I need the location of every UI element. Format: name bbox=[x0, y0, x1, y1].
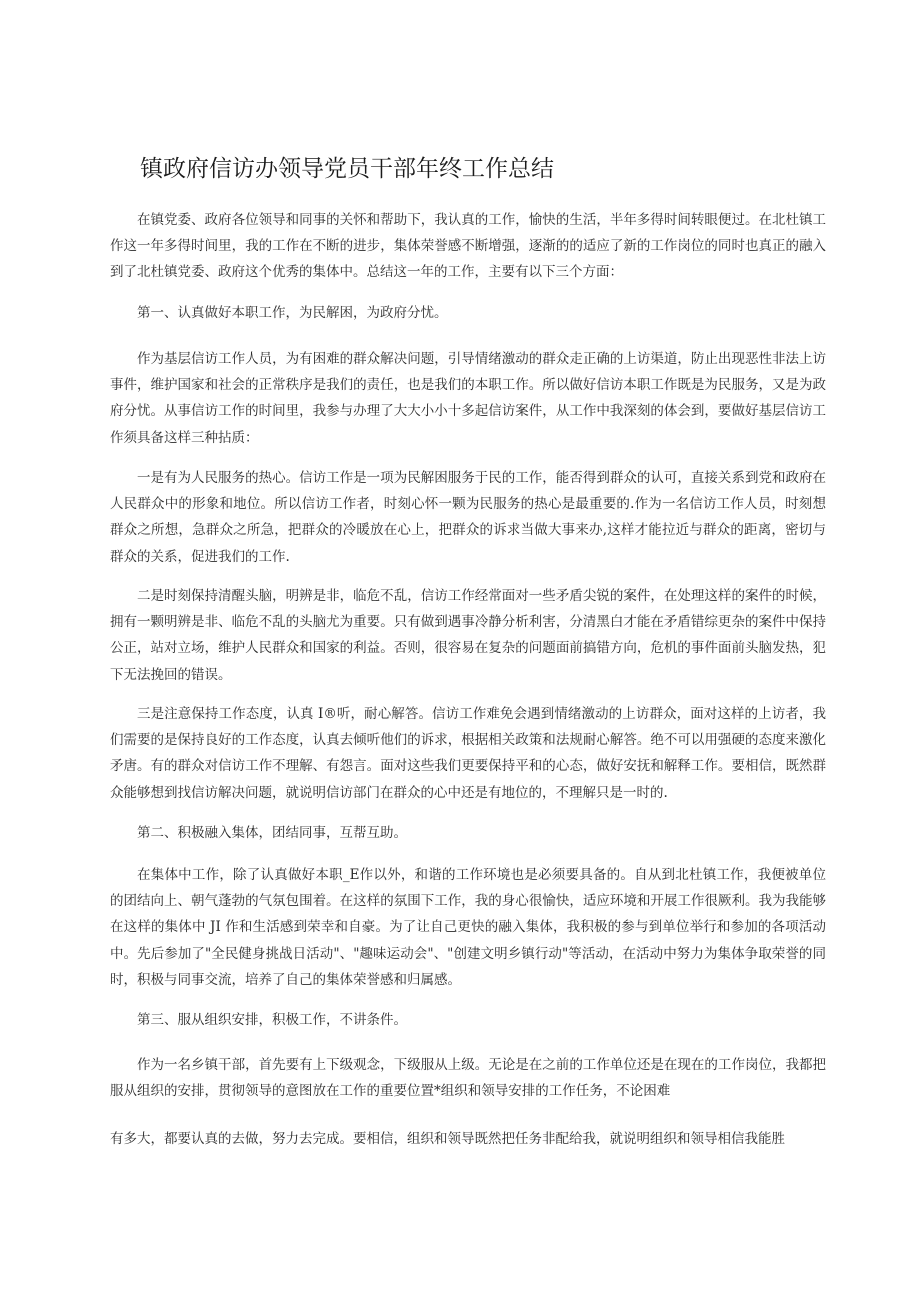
point-3-paragraph: 三是注意保持工作态度，认真 I®听，耐心解答。信访工作难免会遇到情绪激动的上访群众，面对这样的上访者，我们需要的是保持良好的工作态度，认真去倾听他们的诉求，根据相关政策和法规耐心解答。绝不可以用强硬的态度来激化矛唐。有的群众对信访工作不理解、有怨言。面对这些我们更要保持平和的心态，做好安抚和解释工作。要相信，既然群众能够想到找信访解决问题，就说明信访部门在群众的心中还是有地位的，不理解只是一时的. bbox=[110, 706, 826, 801]
point-1-paragraph: 一是有为人民服务的热心。信访工作是一项为民解困服务于民的工作，能否得到群众的认可，直接关系到党和政府在人民群众中的形象和地位。所以信访工作者，时刻心怀一颗为民服务的热心是最重要的.作为一名信访工作人员，时刻想群众之所想，急群众之所急，把群众的冷暖放在心上，把群众的诉求当做大事来办,这样才能拉近与群众的距离，密切与群众的关系，促进我们的工作. bbox=[110, 470, 826, 565]
section-heading-2: 第二、积极融入集体，团结同事，互帮互助。 bbox=[137, 825, 407, 841]
section-3-paragraph: 作为一名乡镇干部，首先要有上下级观念，下级服从上级。无论是在之前的工作单位还是在现在的工作岗位，我都把服从组织的安排，贯彻领导的意图放在工作的重要位置*组织和领导安排的工作任务，不论困难 bbox=[110, 1057, 826, 1100]
section-2-paragraph: 在集体中工作，除了认真做好本职_E作以外，和谐的工作环境也是必须要具备的。自从到北杜镇工作，我便被单位的团结向上、朝气蓬勃的气氛包围着。在这样的氛围下工作，我的身心很愉快，适应环境和开展工作很厥利。我为我能够在这样的集体中 JI 作和生活感到荣幸和自豪。为了让自己更快的融入集体，我积极的参与到单位举行和参加的各项活动中。先后参加了"全民健身挑战日活动"、"趣味运动会"、"创建文明乡镇行动"等活动，在活动中努力为集体争取荣誉的同时，积极与同事交流，培养了自己的集体荣誉感和归属感。 bbox=[110, 867, 826, 988]
intro-paragraph: 在镇党委、政府各位领导和同事的关怀和帮助下，我认真的工作，愉快的生活，半年多得时间转眼便过。在北杜镇工作这一年多得时间里，我的工作在不断的进步，集体荣誉感不断增强，逐渐的的适应了新的工作岗位的同时也真正的融入到了北杜镇党委、政府这个优秀的集体中。总结这一年的工作，主要有以下三个方面： bbox=[110, 212, 826, 281]
section-1-paragraph: 作为基层信访工作人员，为有困难的群众解决问题，引导情绪激动的群众走正确的上访渠道，防止出现恶性非法上访事件，维护国家和社会的正常秩序是我们的责任，也是我们的本职工作。所以做好信访本职工作既是为民服务，又是为政府分忧。从事信访工作的时间里，我参与办理了大大小小十多起信访案件，从工作中我深刻的体会到，要做好基层信访工作须具备这样三种拈质： bbox=[110, 351, 826, 446]
section-heading-3: 第三、服从组织安排，积极工作，不讲条件。 bbox=[137, 1012, 407, 1028]
point-2-paragraph: 二是时刻保持清醒头脑，明辨是非，临危不乱，信访工作经常面对一些矛盾尖锐的案件，在处理这样的案件的时候，拥有一颗明辨是非、临危不乱的头脑尤为重要。只有做到遇事冷静分析利害，分清黑白才能在矛盾错综更杂的案件中保持公正，站对立场，维护人民群众和国家的利益。否则，很容易在复杂的问题面前搞错方向，危机的事件面前头脑发热，犯下无法挽回的错误。 bbox=[110, 588, 826, 683]
section-heading-1: 第一、认真做好本职工作，为民解困，为政府分忧。 bbox=[137, 305, 448, 321]
page-title: 镇政府信访办领导党员干部年终工作总结 bbox=[140, 156, 554, 182]
continuation-paragraph: 有多大，都要认真的去做，努力去完成。要相信，组织和领导既然把任务非配给我，就说明组织和领导相信我能胜 bbox=[110, 1131, 785, 1147]
